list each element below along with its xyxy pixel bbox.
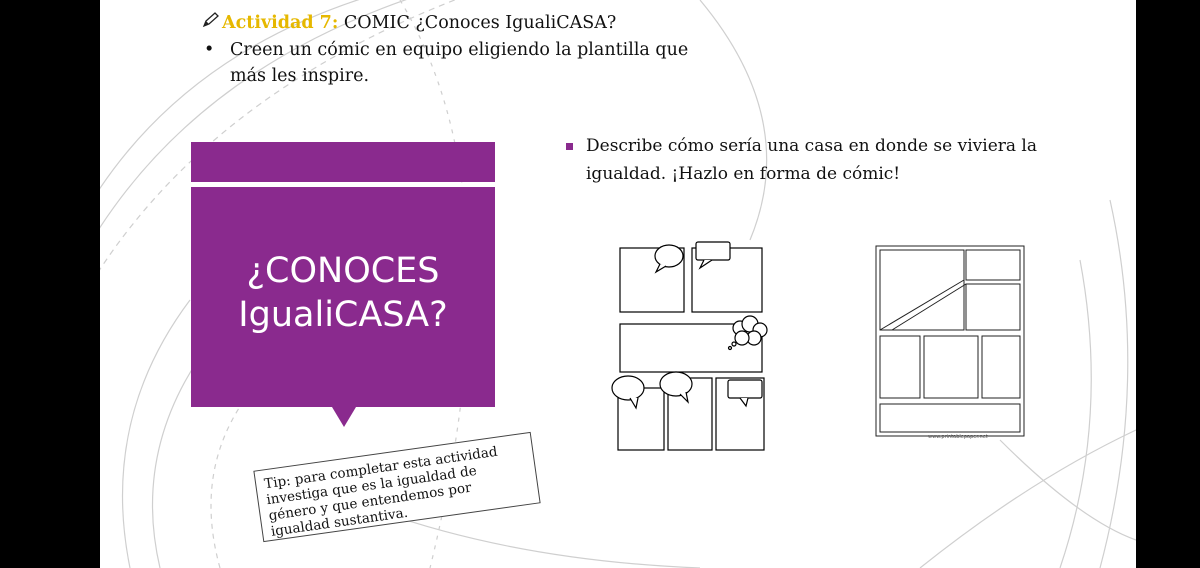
instruction-line-1: Creen un cómic en equipo eligiendo la plantilla que xyxy=(230,40,689,60)
activity-title xyxy=(202,12,616,33)
purple-callout-box xyxy=(191,187,495,407)
comic-template-2 xyxy=(874,244,1026,440)
activity-label: Actividad 7: xyxy=(222,13,339,33)
template-credit: www.printablepaper.net xyxy=(928,434,988,440)
callout-title xyxy=(191,249,495,337)
slide xyxy=(100,0,1136,568)
comic-template-1 xyxy=(600,238,790,458)
bullet-dot: • xyxy=(204,40,215,60)
description-line-1: Describe cómo sería una casa en donde se viviera la xyxy=(586,136,1037,156)
activity-name: COMIC ¿Conoces IgualiCASA? xyxy=(343,13,617,33)
instruction-line-2: más les inspire. xyxy=(230,66,370,86)
purple-header-bar xyxy=(191,142,495,182)
pencil-icon xyxy=(202,12,220,33)
tip-box: Tip: para completar esta actividad investiga que es la igualdad de género y que entendemos por igualdad sustantiva. xyxy=(253,432,540,542)
callout-title-line-1: ¿CONOCES xyxy=(246,251,440,291)
description-line-2: igualdad. ¡Hazlo en forma de cómic! xyxy=(586,164,901,184)
square-bullet xyxy=(566,143,573,150)
callout-title-line-2: IgualiCASA? xyxy=(238,295,448,335)
callout-pointer xyxy=(332,407,356,427)
